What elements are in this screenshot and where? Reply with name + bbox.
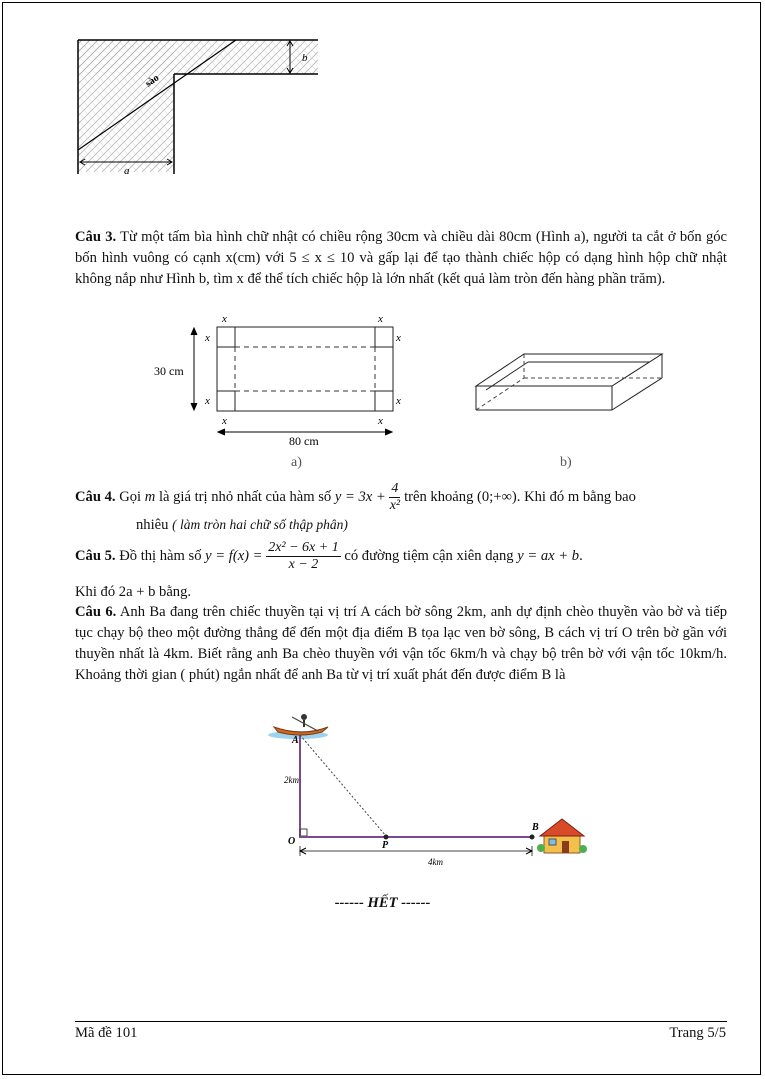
label-O: O xyxy=(288,836,296,847)
figure-a-cardboard xyxy=(150,312,410,474)
question-4 xyxy=(75,481,727,514)
question-3-text: Từ một tấm bìa hình chữ nhật có chiều rộng 30cm và chiều dài 80cm (Hình a), người ta cắt ở bốn góc bốn hình vuông có cạnh x(cm) với 5 ≤ x ≤ 10 và gấp lại để tạo thành chiếc hộp có dạng hình hộp chữ nhật không nắp như Hình b, tìm x để thể tích chiếc hộp là lớn nhất (kết quả làm tròn đến hàng phần trăm). xyxy=(75,229,728,287)
q4-frac-den: x² xyxy=(389,498,401,513)
figure-river-crossing xyxy=(262,713,592,873)
question-3 xyxy=(75,227,727,290)
x-right-top: x xyxy=(396,332,401,344)
q4-mid2: trên khoảng xyxy=(404,488,474,505)
question-5: Câu 5. Đồ thị hàm số y = f(x) = $\frac{\text{2x² − 6x + 1}}{x - 2}$ có đường tiệm cận xiên dạng y = ax + b. xyxy=(75,540,583,572)
question-4-title: Câu 4. xyxy=(75,488,116,505)
q5-frac-den: x − 2 xyxy=(288,557,319,572)
q4-fraction xyxy=(389,481,400,514)
q4-line2-a: nhiêu xyxy=(136,517,169,533)
label-A: A xyxy=(292,735,299,746)
label-b: b xyxy=(302,52,308,64)
q4-var-m: m xyxy=(144,488,156,505)
x-bottom-left: x xyxy=(222,415,227,427)
question-6-text: Anh Ba đang trên chiếc thuyền tại vị trí A cách bờ sông 2km, anh dự định chèo thuyền vào bờ và tiếp tục chạy bộ theo một đường thẳng để đến một địa điểm B tọa lạc ven bờ sông, B cách vị trí O trên bờ gần với thuyền nhất là 4km. Biết rằng anh Ba chèo thuyền với vận tốc 6km/h và chạy bộ trên bờ với vận tốc 10km/h. Khoảng thời gian ( phút) ngắn nhất để anh Ba từ vị trí xuất phát đến được điểm B là xyxy=(75,604,728,683)
q5-post: có đường tiệm cận xiên dạng xyxy=(344,547,514,564)
figure-b-box xyxy=(470,348,670,474)
label-a: a xyxy=(124,165,130,177)
footer-divider xyxy=(75,1021,727,1022)
question-5-line2: Khi đó 2a + b bằng. xyxy=(75,584,192,600)
x-top-left: x xyxy=(222,313,227,325)
x-left-top: x xyxy=(205,332,210,344)
question-6 xyxy=(75,602,727,686)
q4-frac-num: 4 xyxy=(391,481,399,496)
label-4km: 4km xyxy=(428,857,443,867)
x-top-right: x xyxy=(378,313,383,325)
question-5-title: Câu 5. xyxy=(75,547,116,564)
q4-line2-b: ( làm tròn hai chữ số thập phân) xyxy=(172,517,348,532)
q4-interval: (0;+∞) xyxy=(477,488,517,505)
q5-pre: Đồ thị hàm số xyxy=(119,547,202,564)
question-6-title: Câu 6. xyxy=(75,604,117,620)
q4-post: . Khi đó m bằng bao xyxy=(516,488,636,505)
question-4-line2 xyxy=(136,514,726,536)
q5-frac-num: 2x² − 6x + 1 xyxy=(268,540,339,555)
q5-fraction xyxy=(266,540,341,573)
q4-func: y = 3x + xyxy=(334,488,386,505)
end-marker: ------ HẾT ------ xyxy=(334,895,431,911)
house-icon xyxy=(537,819,587,853)
caption-a: a) xyxy=(291,455,302,470)
x-left-bottom: x xyxy=(205,395,210,407)
footer-exam-code: Mã đề 101 xyxy=(75,1025,138,1041)
label-P: P xyxy=(382,840,389,851)
q4-pre: Gọi xyxy=(119,488,142,505)
question-3-title: Câu 3. xyxy=(75,229,117,245)
label-sao: sào xyxy=(143,72,162,90)
width-label: 30 cm xyxy=(154,364,184,378)
caption-b: b) xyxy=(560,455,572,470)
x-right-bottom: x xyxy=(396,395,401,407)
q4-mid: là giá trị nhỏ nhất của hàm số xyxy=(158,488,332,505)
x-bottom-right: x xyxy=(378,415,383,427)
footer-page-number: Trang 5/5 xyxy=(669,1025,726,1041)
q5-asym: y = ax + b xyxy=(517,547,580,564)
length-label: 80 cm xyxy=(289,434,319,448)
q5-func: y = f(x) = xyxy=(205,547,263,564)
label-B: B xyxy=(532,822,539,833)
label-2km: 2km xyxy=(284,775,299,785)
figure-sao-corridor xyxy=(76,38,321,178)
